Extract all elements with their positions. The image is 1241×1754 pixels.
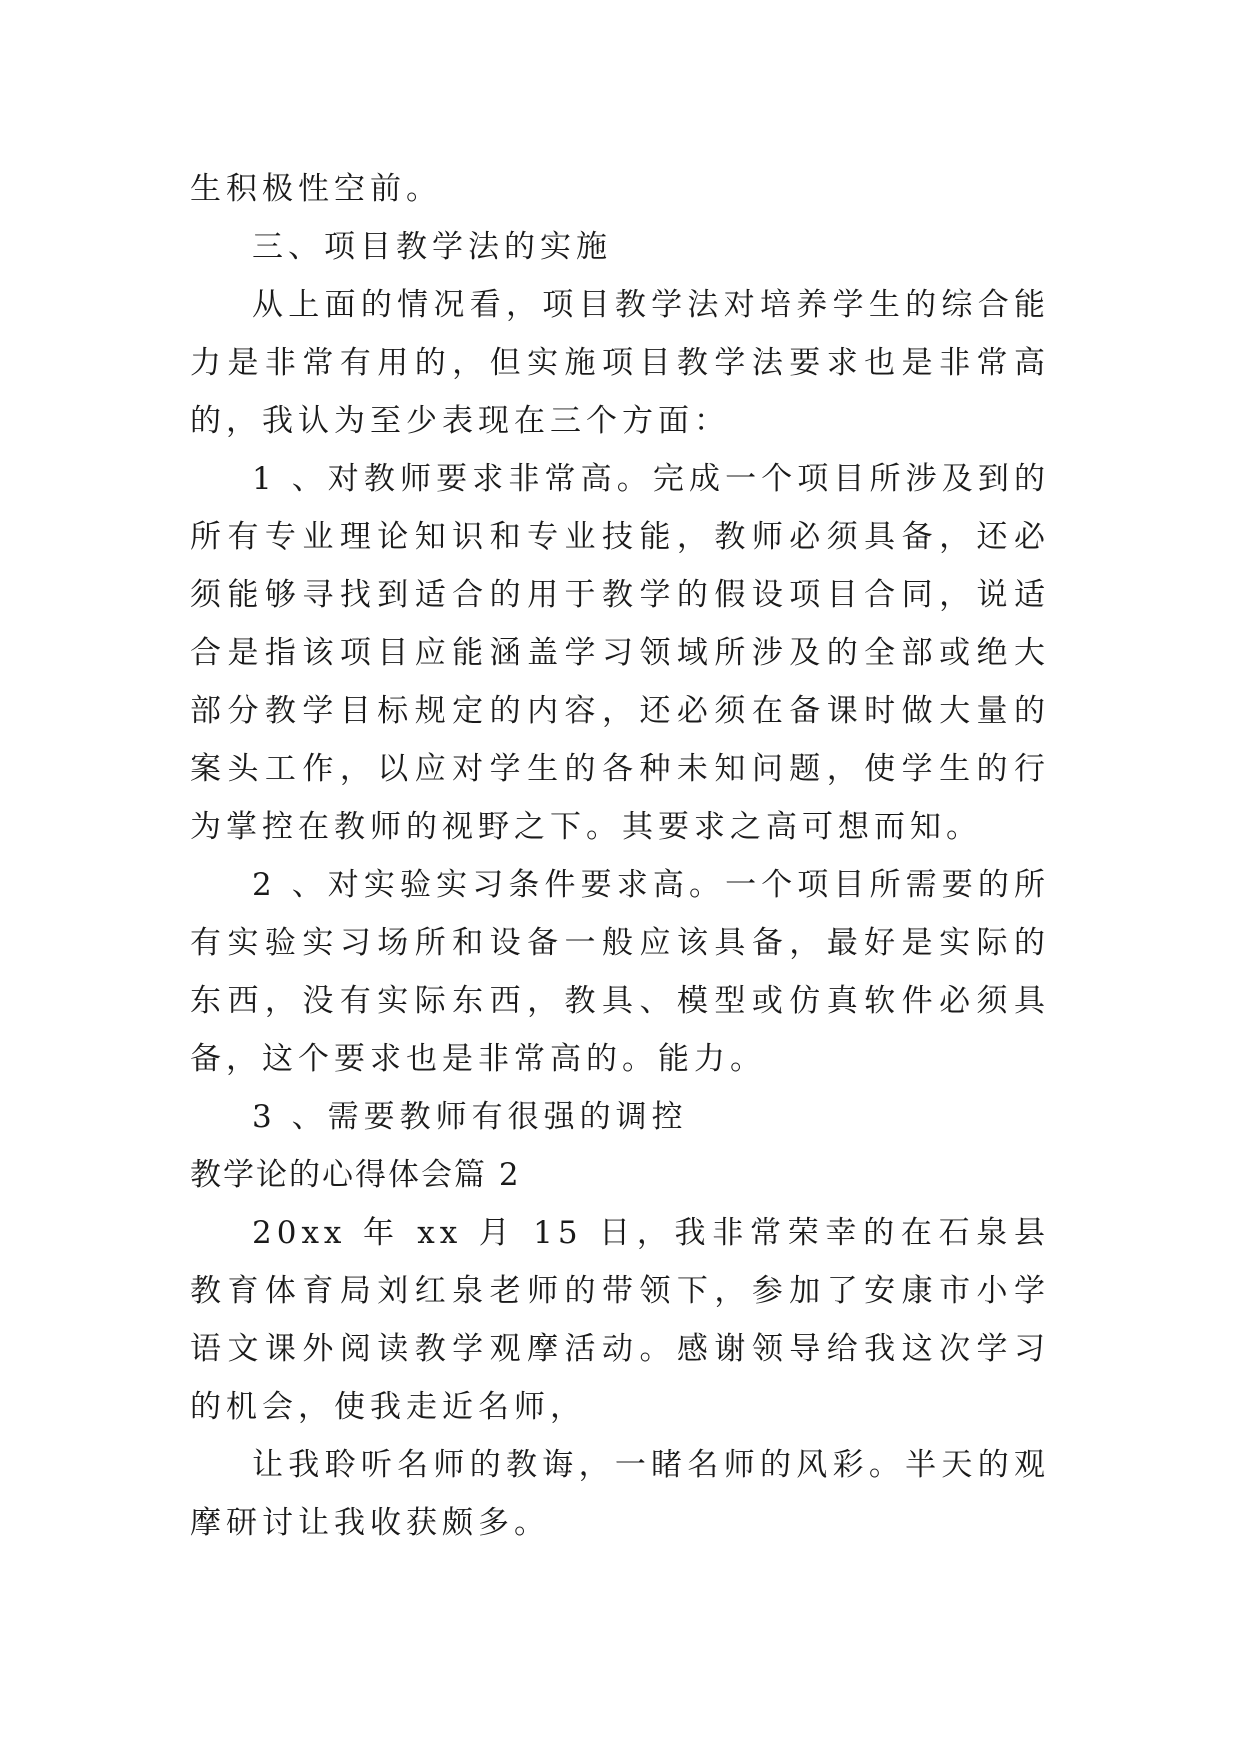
paragraph-intro: 从上面的情况看，项目教学法对培养学生的综合能力是非常有用的，但实施项目教学法要求也是非常高的，我认为至少表现在三个方面： xyxy=(190,287,1050,439)
article-title: 教学论的心得体会篇 2 xyxy=(190,1157,521,1193)
document-body xyxy=(190,160,1050,1552)
list-item-1: 1 、对教师要求非常高。完成一个项目所涉及到的所有专业理论知识和专业技能，教师必须具备，还必须能够寻找到适合的用于教学的假设项目合同，说适合是指该项目应能涵盖学习领域所涉及的全部或绝大部分教学目标规定的内容，还必须在备课时做大量的案头工作，以应对学生的各种未知问题，使学生的行为掌控在教师的视野之下。其要求之高可想而知。 xyxy=(190,461,1050,845)
section-heading: 三、项目教学法的实施 xyxy=(252,229,612,265)
article-paragraph-2: 让我聆听名师的教诲，一睹名师的风彩。半天的观摩研讨让我收获颇多。 xyxy=(190,1447,1050,1541)
article-paragraph-1: 20xx 年 xx 月 15 日，我非常荣幸的在石泉县教育体育局刘红泉老师的带领下，参加了安康市小学语文课外阅读教学观摩活动。感谢领导给我这次学习的机会，使我走近名师， xyxy=(190,1215,1050,1425)
paragraph-continuation: 生积极性空前。 xyxy=(190,171,442,207)
list-item-3: 3 、需要教师有很强的调控 xyxy=(252,1099,688,1135)
list-item-2: 2 、对实验实习条件要求高。一个项目所需要的所有实验实习场所和设备一般应该具备，最好是实际的东西，没有实际东西，教具、模型或仿真软件必须具备，这个要求也是非常高的。能力。 xyxy=(190,867,1050,1077)
